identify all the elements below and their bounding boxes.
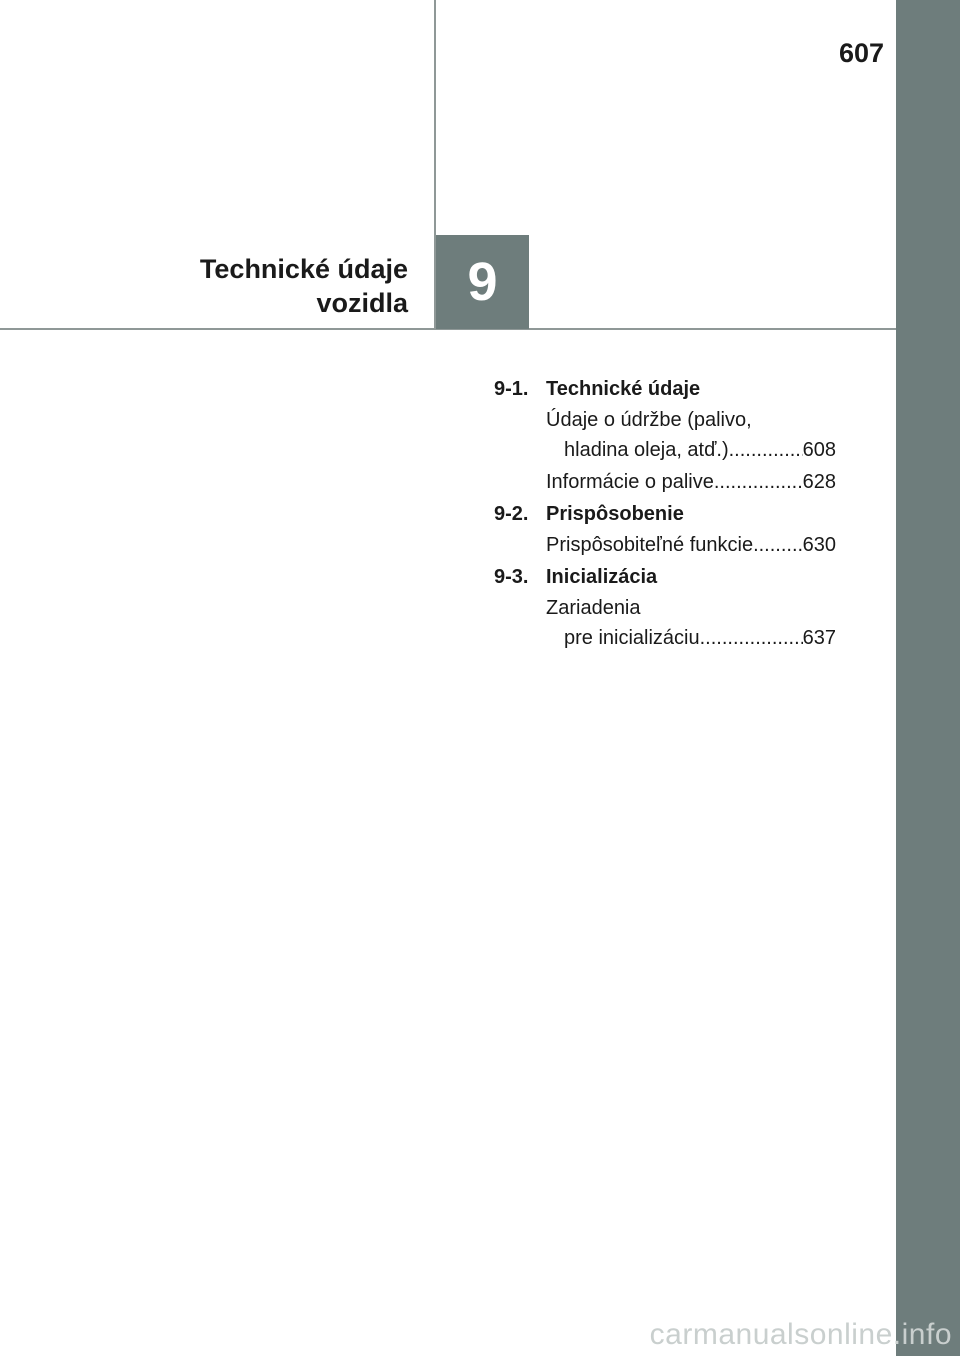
- toc-section-heading[interactable]: [494, 562, 836, 592]
- side-tab-bar: [896, 0, 960, 1356]
- toc-section-title: Prispôsobenie: [546, 503, 684, 525]
- chapter-title: [200, 252, 408, 320]
- toc-entry-page: 628: [802, 471, 836, 493]
- chapter-number-box: 9: [436, 235, 529, 329]
- toc-entry-text: Údaje o údržbe (palivo,: [546, 409, 752, 431]
- toc-section-heading[interactable]: [494, 374, 836, 404]
- toc-section-number: 9-2.: [494, 503, 529, 525]
- toc-entry[interactable]: [494, 405, 836, 465]
- toc-entry-text-cont: pre inicializáciu: [564, 627, 700, 649]
- table-of-contents: [494, 374, 836, 655]
- toc-entry-text-cont: hladina oleja, atď.): [564, 439, 729, 461]
- chapter-title-line1: Technické údaje: [199, 254, 408, 284]
- toc-section: [494, 562, 836, 653]
- toc-leader-dots: [700, 623, 803, 653]
- toc-entry-text: Informácie o palive: [546, 471, 714, 493]
- toc-entry-page: 608: [802, 439, 836, 461]
- toc-entry-text: Zariadenia: [546, 597, 641, 619]
- toc-entry-page: 637: [802, 627, 836, 649]
- toc-entry[interactable]: [494, 530, 836, 560]
- page-number: 607: [838, 38, 884, 68]
- toc-section-title: Inicializácia: [546, 566, 658, 588]
- toc-section: [494, 499, 836, 560]
- toc-section-number: 9-3.: [494, 566, 529, 588]
- toc-entry-text: Prispôsobiteľné funkcie: [546, 534, 754, 556]
- toc-entry[interactable]: [494, 467, 836, 497]
- toc-leader-dots: [753, 530, 803, 560]
- toc-leader-dots: [729, 435, 803, 465]
- chapter-title-line2: vozidla: [316, 288, 408, 318]
- toc-section: [494, 374, 836, 497]
- toc-entry-page: 630: [802, 534, 836, 556]
- toc-section-title: Technické údaje: [546, 378, 701, 400]
- toc-entry[interactable]: [494, 593, 836, 653]
- watermark: carmanualsonline.info: [649, 1318, 952, 1351]
- toc-section-heading[interactable]: [494, 499, 836, 529]
- toc-leader-dots: [714, 467, 803, 497]
- toc-section-number: 9-1.: [494, 378, 529, 400]
